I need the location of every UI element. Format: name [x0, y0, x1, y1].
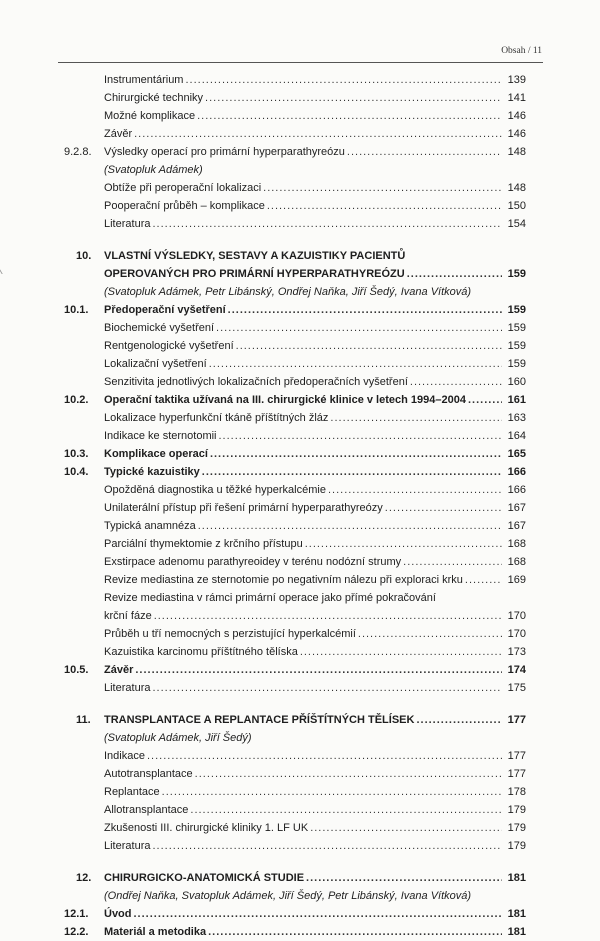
dot-leader	[228, 301, 502, 319]
toc-page-number: 175	[507, 682, 526, 694]
toc-title: Replantace	[104, 786, 160, 798]
toc-title: Typické kazuistiky	[104, 466, 200, 478]
toc-title: VLASTNÍ VÝSLEDKY, SESTAVY A KAZUISTIKY PACIENTŮ	[104, 250, 406, 262]
dot-leader	[263, 179, 502, 197]
toc-title: Parciální thymektomie z krčního přístupu	[104, 538, 303, 550]
dot-leader	[185, 71, 502, 89]
toc-page-number: 161	[507, 394, 526, 406]
dot-leader	[195, 765, 502, 783]
toc-title: Lokalizační vyšetření	[104, 358, 207, 370]
toc-title: Závěr	[104, 128, 133, 140]
toc-page-number: 148	[507, 182, 526, 194]
toc-page-number: 159	[507, 304, 526, 316]
toc-title: Literatura	[104, 840, 151, 852]
toc-author-line	[0, 283, 600, 301]
toc-entry	[104, 283, 526, 301]
dot-leader	[216, 319, 502, 337]
dot-leader	[152, 679, 502, 697]
toc-entry-row	[0, 499, 600, 517]
toc-author-line	[0, 887, 600, 905]
toc-entry	[104, 143, 526, 161]
toc-entry	[104, 801, 526, 819]
toc-page-number: 159	[507, 268, 526, 280]
dot-leader	[152, 837, 502, 855]
toc-title: Materiál a metodika	[104, 926, 207, 938]
toc-number: 10.	[76, 250, 92, 262]
toc-page-number: 179	[507, 804, 526, 816]
dot-leader	[416, 711, 502, 729]
toc-entry-row	[0, 517, 600, 535]
toc-title: (Svatopluk Adámek, Jiří Šedý)	[104, 732, 252, 744]
toc-number: 10.2.	[64, 394, 89, 406]
toc-entry	[104, 301, 526, 319]
toc-entry	[104, 71, 526, 89]
toc-entry	[104, 179, 526, 197]
toc-entry-row	[0, 553, 600, 571]
toc-entry	[104, 197, 526, 215]
toc-entry-row	[0, 125, 600, 143]
toc-title: OPEROVANÝCH PRO PRIMÁRNÍ HYPERPARATHYREÓZU	[104, 268, 405, 280]
toc-entry	[104, 589, 526, 607]
toc-entry-row	[0, 373, 600, 391]
dot-leader	[330, 409, 502, 427]
toc-title: Obtíže při peroperační lokalizaci	[104, 182, 262, 194]
toc-entry	[104, 373, 526, 391]
dot-leader	[236, 337, 502, 355]
toc-entry	[104, 661, 526, 679]
toc-entry	[104, 499, 526, 517]
toc-entry-row	[0, 107, 600, 125]
toc-entry-row	[0, 607, 600, 625]
toc-page-number: 169	[507, 574, 526, 586]
dot-leader	[134, 125, 502, 143]
dot-leader	[134, 905, 503, 923]
toc-entry-row	[0, 481, 600, 499]
toc-title: Unilaterální přístup při řešení primární hyperparathyreózy	[104, 502, 383, 514]
toc-title: Lokalizace hyperfunkční tkáně příštítných žláz	[104, 412, 329, 424]
toc-title: krční fáze	[104, 610, 152, 622]
toc-entry	[104, 535, 526, 553]
toc-page-number: 181	[507, 908, 526, 920]
toc-entry	[104, 265, 526, 283]
toc-page-number: 178	[507, 786, 526, 798]
toc-page-number: 159	[507, 340, 526, 352]
toc-chapter-row	[0, 265, 600, 283]
toc-entry-row	[0, 427, 600, 445]
toc-title: Indikace	[104, 750, 145, 762]
toc-number: 10.1.	[64, 304, 89, 316]
toc-entry-row	[0, 801, 600, 819]
toc-entry	[104, 819, 526, 837]
dot-leader	[407, 265, 502, 283]
toc-section-row	[0, 445, 600, 463]
toc-entry	[104, 679, 526, 697]
toc-page-number: 159	[507, 322, 526, 334]
toc-number: 12.2.	[64, 926, 89, 938]
toc-title: Kazuistika karcinomu příštítného tělíska	[104, 646, 298, 658]
toc-page-number: 146	[507, 110, 526, 122]
toc-entry	[104, 553, 526, 571]
toc-entry-row	[0, 197, 600, 215]
toc-page-number: 165	[507, 448, 526, 460]
toc-entry	[104, 355, 526, 373]
toc-title: Průběh u tří nemocných s perzistující hyperkalcémií	[104, 628, 356, 640]
toc-page-number: 179	[507, 840, 526, 852]
toc-number: 10.5.	[64, 664, 89, 676]
toc-number: 11.	[76, 714, 91, 726]
toc-title: CHIRURGICKO-ANATOMICKÁ STUDIE	[104, 872, 305, 884]
toc-entry-row	[0, 143, 600, 161]
toc-entry-row	[0, 179, 600, 197]
toc-section-row	[0, 905, 600, 923]
toc-number: 12.	[76, 872, 92, 884]
toc-page-number: 141	[507, 92, 526, 104]
dot-leader	[202, 463, 502, 481]
toc-title: (Ondřej Naňka, Svatopluk Adámek, Jiří Šedý, Petr Libánský, Ivana Vítková)	[104, 890, 472, 902]
toc-chapter-row	[0, 869, 600, 887]
dot-leader	[328, 481, 502, 499]
toc-title: Výsledky operací pro primární hyperparathyreózu	[104, 146, 345, 158]
toc-page-number: 154	[507, 218, 526, 230]
dot-leader	[205, 89, 502, 107]
dot-leader	[198, 517, 502, 535]
toc-title: Možné komplikace	[104, 110, 196, 122]
toc-entry	[104, 837, 526, 855]
toc-title: Senzitivita jednotlivých lokalizačních předoperačních vyšetření	[104, 376, 408, 388]
toc-entry	[104, 517, 526, 535]
dot-leader	[347, 143, 502, 161]
toc-page-number: 170	[507, 628, 526, 640]
toc-section-row	[0, 463, 600, 481]
toc-page-number: 139	[507, 74, 526, 86]
table-of-contents	[0, 71, 600, 941]
toc-entry	[104, 923, 526, 941]
toc-entry-row	[0, 319, 600, 337]
toc-entry	[104, 319, 526, 337]
toc-title: (Svatopluk Adámek, Petr Libánský, Ondřej Naňka, Jiří Šedý, Ivana Vítková)	[104, 286, 472, 298]
toc-entry	[104, 463, 526, 481]
toc-entry	[104, 765, 526, 783]
toc-page-number: 160	[507, 376, 526, 388]
toc-entry	[104, 571, 526, 589]
toc-entry-row	[0, 409, 600, 427]
dot-leader	[197, 107, 502, 125]
toc-entry-row	[0, 679, 600, 697]
toc-page-number: 174	[507, 664, 526, 676]
toc-page-number: 167	[507, 502, 526, 514]
toc-entry	[104, 247, 526, 265]
dot-leader	[190, 801, 502, 819]
toc-entry	[104, 391, 526, 409]
dot-leader	[300, 643, 502, 661]
toc-page-number: 166	[507, 466, 526, 478]
toc-page-number: 150	[507, 200, 526, 212]
toc-number: 12.1.	[64, 908, 89, 920]
toc-entry	[104, 427, 526, 445]
toc-title: Typická anamnéza	[104, 520, 196, 532]
toc-page-number: 170	[507, 610, 526, 622]
toc-title: (Svatopluk Adámek)	[104, 164, 203, 176]
toc-chapter-row	[0, 247, 600, 265]
toc-title: Opožděná diagnostika u těžké hyperkalcémie	[104, 484, 326, 496]
toc-page-number: 166	[507, 484, 526, 496]
toc-title: Zkušenosti III. chirurgické kliniky 1. LF UK	[104, 822, 309, 834]
toc-entry	[104, 481, 526, 499]
dot-leader	[305, 535, 502, 553]
dot-leader	[152, 215, 502, 233]
toc-entry	[104, 607, 526, 625]
toc-entry	[104, 905, 526, 923]
toc-title: Biochemické vyšetření	[104, 322, 215, 334]
toc-entry-row	[0, 215, 600, 233]
toc-section-row	[0, 923, 600, 941]
toc-entry-row	[0, 747, 600, 765]
toc-entry-row	[0, 589, 600, 607]
toc-title: Instrumentárium	[104, 74, 184, 86]
toc-title: Exstirpace adenomu parathyreoidey v terénu nodózní strumy	[104, 556, 402, 568]
dot-leader	[403, 553, 502, 571]
toc-page-number: 167	[507, 520, 526, 532]
toc-entry	[104, 887, 526, 905]
toc-title: Revize mediastina v rámci primární operace jako přímé pokračování	[104, 592, 436, 604]
toc-title: Pooperační průběh – komplikace	[104, 200, 265, 212]
dot-leader	[267, 197, 502, 215]
toc-page-number: 173	[507, 646, 526, 658]
toc-entry	[104, 783, 526, 801]
toc-page-number: 177	[507, 750, 526, 762]
toc-entry-row	[0, 355, 600, 373]
toc-title: Literatura	[104, 682, 151, 694]
toc-entry	[104, 625, 526, 643]
header-rule	[58, 62, 543, 63]
toc-entry-row	[0, 71, 600, 89]
dot-leader	[162, 783, 502, 801]
toc-title: Indikace ke sternotomii	[104, 430, 217, 442]
toc-title: Rentgenologické vyšetření	[104, 340, 234, 352]
toc-title: Literatura	[104, 218, 151, 230]
toc-title: Revize mediastina ze sternotomie po negativním nálezu při exploraci krku	[104, 574, 463, 586]
toc-page-number: 177	[507, 768, 526, 780]
toc-entry	[104, 89, 526, 107]
dot-leader	[135, 661, 502, 679]
toc-entry	[104, 161, 526, 179]
toc-page-number: 181	[507, 872, 526, 884]
toc-entry	[104, 125, 526, 143]
toc-entry	[104, 337, 526, 355]
dot-leader	[468, 391, 502, 409]
toc-entry	[104, 107, 526, 125]
toc-title: Úvod	[104, 908, 132, 920]
toc-entry-row	[0, 643, 600, 661]
toc-title: Komplikace operací	[104, 448, 208, 460]
toc-number: 9.2.8.	[64, 146, 92, 158]
toc-page-number: 177	[507, 714, 526, 726]
toc-page-number: 164	[507, 430, 526, 442]
toc-entry	[104, 643, 526, 661]
toc-title: Závěr	[104, 664, 134, 676]
toc-entry-row	[0, 837, 600, 855]
dot-leader	[306, 869, 502, 887]
toc-author-line	[0, 729, 600, 747]
dot-leader	[208, 923, 502, 941]
toc-section-row	[0, 661, 600, 679]
toc-page-number: 159	[507, 358, 526, 370]
toc-entry	[104, 445, 526, 463]
toc-page-number: 181	[507, 926, 526, 938]
toc-page-number: 148	[507, 146, 526, 158]
toc-entry	[104, 711, 526, 729]
toc-title: Allotransplantace	[104, 804, 189, 816]
toc-entry-row	[0, 819, 600, 837]
toc-author-line	[0, 161, 600, 179]
toc-section-row	[0, 301, 600, 319]
dot-leader	[147, 747, 502, 765]
toc-entry-row	[0, 571, 600, 589]
toc-title: Autotransplantace	[104, 768, 193, 780]
toc-section-row	[0, 391, 600, 409]
toc-entry	[104, 409, 526, 427]
toc-title: Operační taktika užívaná na III. chirurgické klinice v letech 1994–2004	[104, 394, 466, 406]
toc-entry-row	[0, 535, 600, 553]
toc-page-number: 163	[507, 412, 526, 424]
toc-entry-row	[0, 625, 600, 643]
dot-leader	[358, 625, 502, 643]
toc-title: Předoperační vyšetření	[104, 304, 226, 316]
dot-leader	[385, 499, 502, 517]
dot-leader	[465, 571, 502, 589]
dot-leader	[154, 607, 502, 625]
dot-leader	[310, 819, 502, 837]
toc-entry-row	[0, 783, 600, 801]
toc-page-number: 146	[507, 128, 526, 140]
dot-leader	[219, 427, 503, 445]
toc-entry	[104, 869, 526, 887]
toc-title: TRANSPLANTACE A REPLANTACE PŘÍŠTÍTNÝCH TĚLÍSEK	[104, 714, 415, 726]
dot-leader	[210, 445, 502, 463]
toc-entry-row	[0, 89, 600, 107]
toc-number: 10.3.	[64, 448, 89, 460]
toc-entry	[104, 747, 526, 765]
toc-number: 10.4.	[64, 466, 89, 478]
toc-entry	[104, 729, 526, 747]
toc-entry-row	[0, 337, 600, 355]
toc-page-number: 179	[507, 822, 526, 834]
dot-leader	[209, 355, 502, 373]
toc-title: Chirurgické techniky	[104, 92, 204, 104]
dot-leader	[410, 373, 502, 391]
toc-entry-row	[0, 765, 600, 783]
toc-page-number: 168	[507, 538, 526, 550]
running-head: Obsah / 11	[501, 46, 542, 56]
toc-chapter-row	[0, 711, 600, 729]
toc-page-number: 168	[507, 556, 526, 568]
toc-entry	[104, 215, 526, 233]
